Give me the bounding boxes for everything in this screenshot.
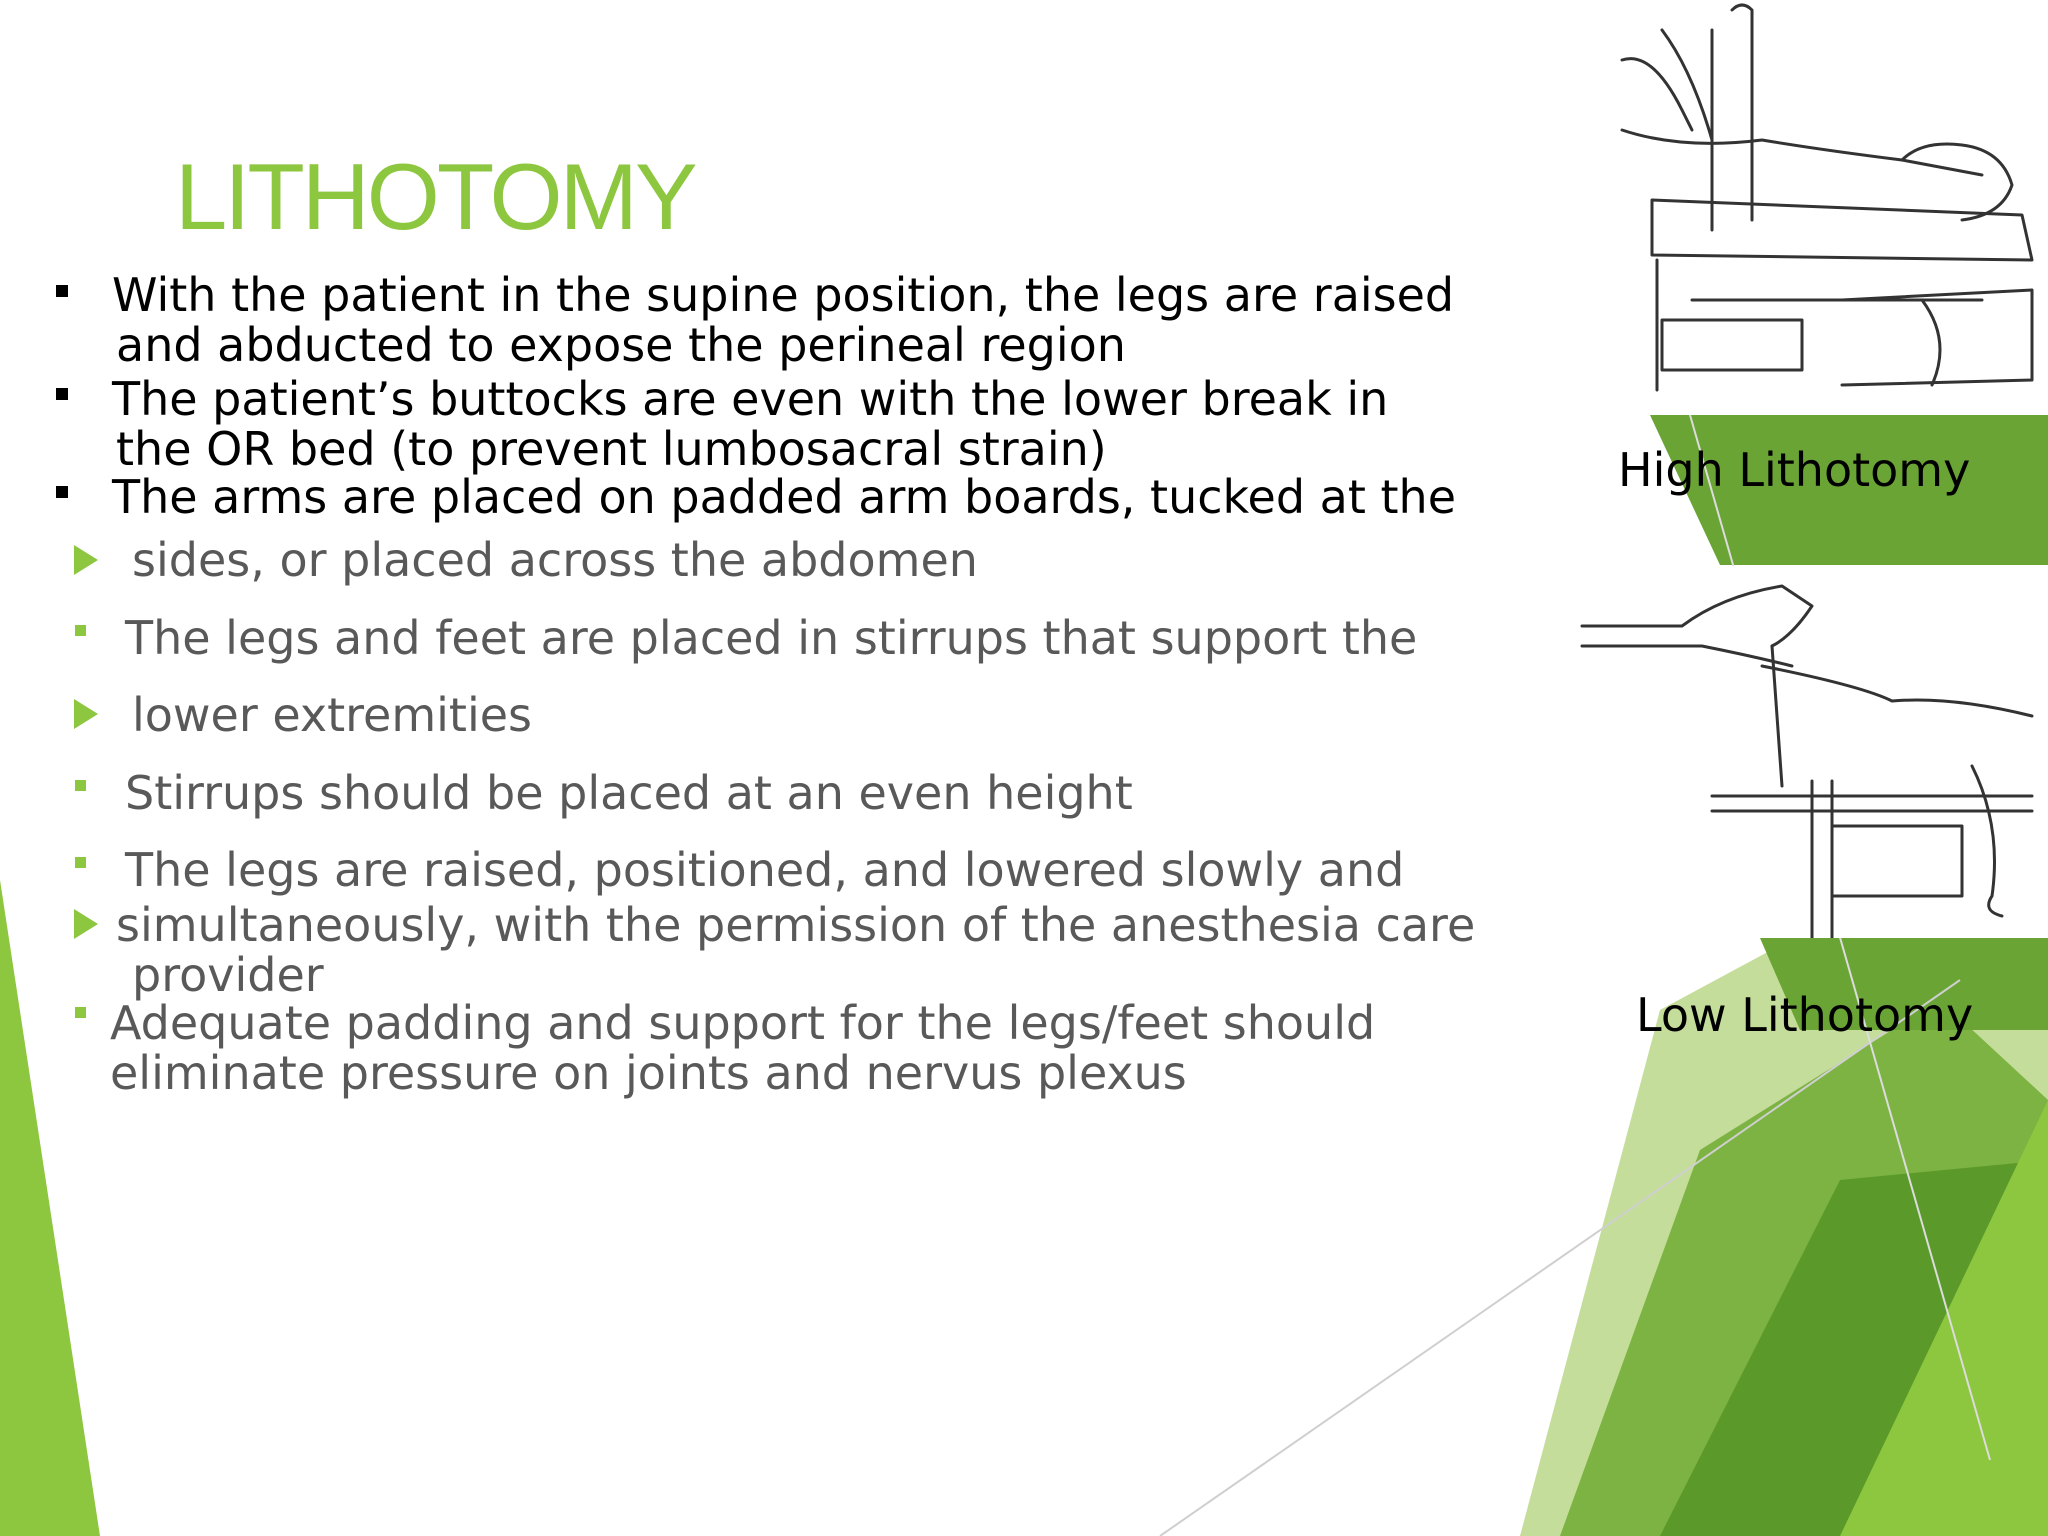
bullet-marker-icon (56, 388, 68, 400)
low-lithotomy-caption: Low Lithotomy (1636, 988, 1974, 1042)
bullet-marker-icon (56, 486, 68, 498)
grey-line-3: lower extremities (132, 688, 533, 742)
low-lithotomy-illustration-icon (1562, 566, 2048, 938)
grey-line-4: Stirrups should be placed at an even height (125, 766, 1133, 820)
slide-title: LITHOTOMY (175, 144, 695, 249)
arrow-bullet-icon (74, 699, 98, 729)
arrow-bullet-icon (74, 909, 98, 939)
black-bullet-2-line-1: The patient’s buttocks are even with the lower break in (112, 372, 1389, 426)
black-bullet-1-line-2: and abducted to expose the perineal region (116, 318, 1126, 372)
grey-line-1: sides, or placed across the abdomen (132, 533, 978, 587)
black-bullet-2-line-2: the OR bed (to prevent lumbosacral strain) (116, 422, 1107, 476)
grey-line-5: The legs are raised, positioned, and lowered slowly and (125, 843, 1405, 897)
grey-line-9: eliminate pressure on joints and nervus plexus (110, 1046, 1187, 1100)
bullet-marker-icon (56, 285, 68, 297)
grey-line-6: simultaneously, with the permission of the anesthesia care (116, 898, 1476, 952)
grey-line-8: Adequate padding and support for the legs/feet should (110, 996, 1376, 1050)
black-bullet-3-line-1: The arms are placed on padded arm boards, tucked at the (112, 470, 1456, 524)
grey-line-7: provider (132, 948, 324, 1002)
square-bullet-icon (75, 857, 86, 868)
square-bullet-icon (75, 1007, 86, 1018)
left-accent-shape (0, 880, 100, 1536)
square-bullet-icon (75, 780, 86, 791)
grey-line-2: The legs and feet are placed in stirrups that support the (125, 611, 1418, 665)
high-lithotomy-illustration-icon (1562, 0, 2048, 415)
square-bullet-icon (75, 625, 86, 636)
high-lithotomy-caption: High Lithotomy (1618, 443, 1971, 497)
arrow-bullet-icon (74, 545, 98, 575)
black-bullet-1-line-1: With the patient in the supine position, the legs are raised (112, 268, 1455, 322)
